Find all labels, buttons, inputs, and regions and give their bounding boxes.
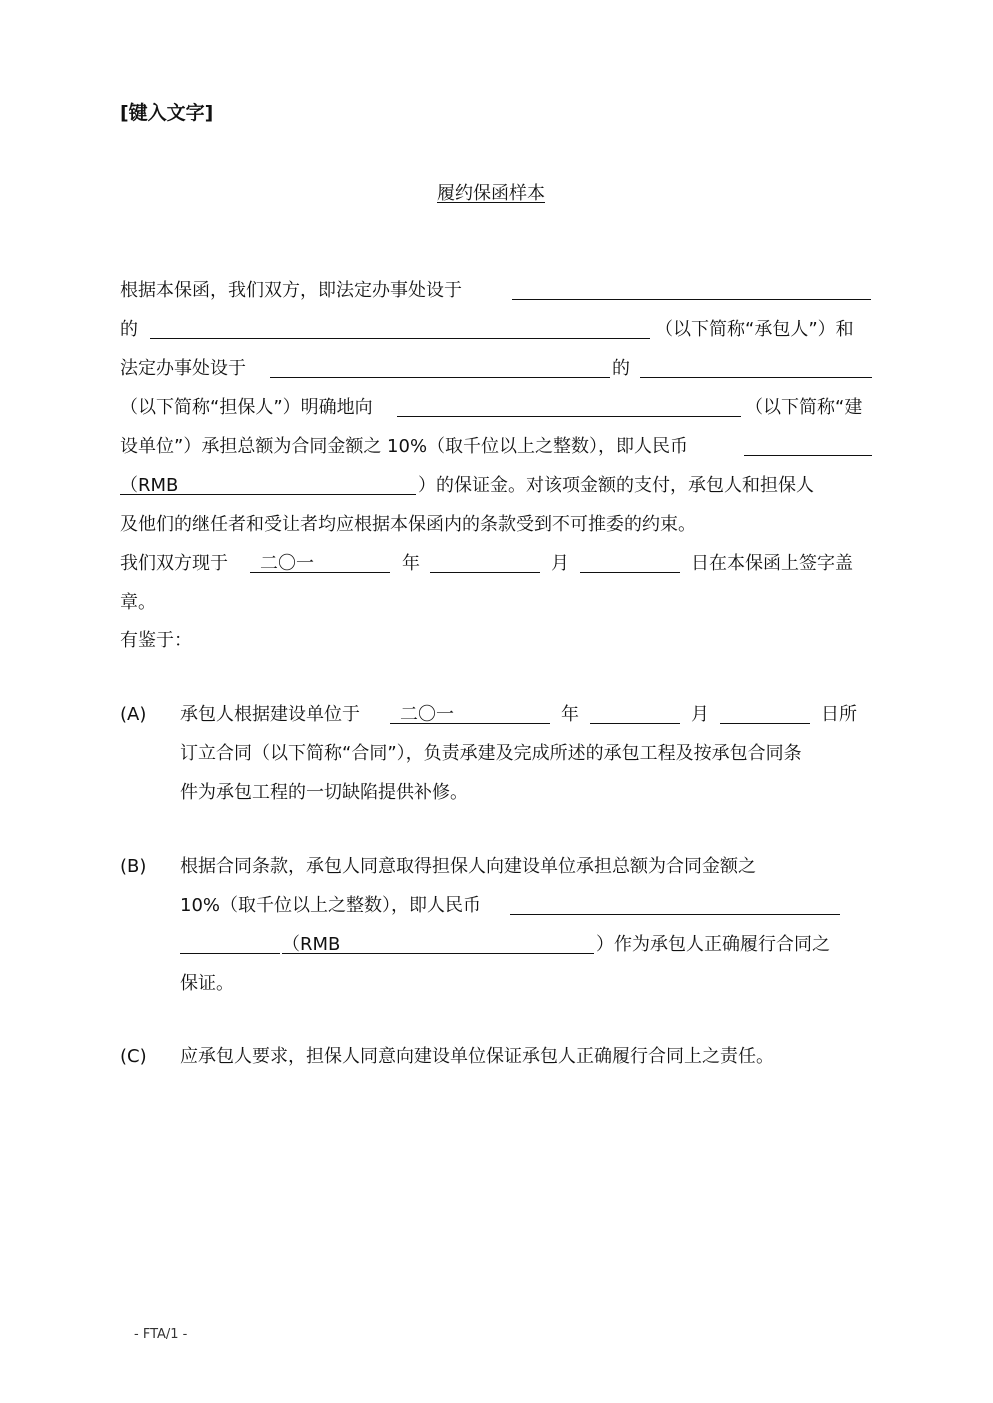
contract-year-prefix: 二〇一 <box>400 704 454 725</box>
clause-b-line-4: 保证。 <box>180 973 234 994</box>
clause-b-rmb: （RMB <box>282 934 341 955</box>
preamble-line-1: 根据本保函，我们双方，即法定办事处设于 <box>120 280 462 301</box>
clause-b-label: (B) <box>120 856 147 877</box>
preamble-line-9: 章。 <box>120 592 156 613</box>
clause-b-line-1: 根据合同条款，承包人同意取得担保人向建设单位承担总额为合同金额之 <box>180 856 756 877</box>
contract-year-label: 年 <box>561 704 579 725</box>
contract-month-label: 月 <box>691 704 709 725</box>
blank-contract-day[interactable] <box>720 703 810 724</box>
preamble-line-2-contractor-note: （以下简称“承包人”）和 <box>655 319 854 340</box>
preamble-line-7: 及他们的继任者和受让者均应根据本保函内的条款受到不可推委的约束。 <box>120 514 696 535</box>
whereas-heading: 有鉴于： <box>120 630 192 651</box>
preamble-line-5: 设单位”）承担总额为合同金额之 10%（取千位以上之整数），即人民币 <box>120 436 689 457</box>
blank-b-amount-rmb[interactable] <box>282 933 594 954</box>
sign-day-label: 日在本保函上签字盖 <box>691 553 853 574</box>
clause-a-line-1: 承包人根据建设单位于 <box>180 704 360 725</box>
clause-a-label: (A) <box>120 704 147 725</box>
blank-guarantor-office[interactable] <box>270 357 610 378</box>
header-placeholder: [键入文字] <box>120 102 214 124</box>
blank-b-amount-words-cont[interactable] <box>180 933 280 954</box>
page-footer: - FTA/1 - <box>134 1327 188 1342</box>
clause-b-line-3: ）作为承包人正确履行合同之 <box>596 934 830 955</box>
clause-b-line-2: 10%（取千位以上之整数），即人民币 <box>180 895 482 916</box>
preamble-line-2-de: 的 <box>120 319 138 340</box>
blank-amount-rmb-words[interactable] <box>744 435 872 456</box>
clause-c-label: (C) <box>120 1046 147 1067</box>
preamble-line-4-owner-note: （以下简称“建 <box>745 397 863 418</box>
blank-contractor-name[interactable] <box>150 318 650 339</box>
blank-owner-name[interactable] <box>397 396 741 417</box>
preamble-line-4: （以下简称“担保人”）明确地向 <box>120 397 373 418</box>
preamble-line-6: ）的保证金。对该项金额的支付，承包人和担保人 <box>418 475 814 496</box>
blank-b-amount-words[interactable] <box>510 894 840 915</box>
sign-year-prefix: 二〇一 <box>260 553 314 574</box>
preamble-line-3: 法定办事处设于 <box>120 358 246 379</box>
contract-day-label: 日所 <box>821 704 857 725</box>
blank-contractor-office[interactable] <box>512 279 871 300</box>
preamble-line-6-rmb: （RMB <box>120 475 179 496</box>
clause-a-line-3: 件为承包工程的一切缺陷提供补修。 <box>180 782 468 803</box>
clause-c-line-1: 应承包人要求，担保人同意向建设单位保证承包人正确履行合同上之责任。 <box>180 1046 774 1067</box>
blank-amount-rmb[interactable] <box>120 474 416 495</box>
document-title: 履约保函样本 <box>437 183 545 204</box>
preamble-line-8: 我们双方现于 <box>120 553 228 574</box>
sign-month-label: 月 <box>551 553 569 574</box>
preamble-line-3-de: 的 <box>612 358 630 379</box>
sign-year-label: 年 <box>402 553 420 574</box>
clause-a-line-2: 订立合同（以下简称“合同”），负责承建及完成所述的承包工程及按承包合同条 <box>180 743 802 764</box>
blank-contract-month[interactable] <box>590 703 680 724</box>
blank-sign-month[interactable] <box>430 552 540 573</box>
blank-sign-day[interactable] <box>580 552 680 573</box>
blank-guarantor-name[interactable] <box>640 357 872 378</box>
